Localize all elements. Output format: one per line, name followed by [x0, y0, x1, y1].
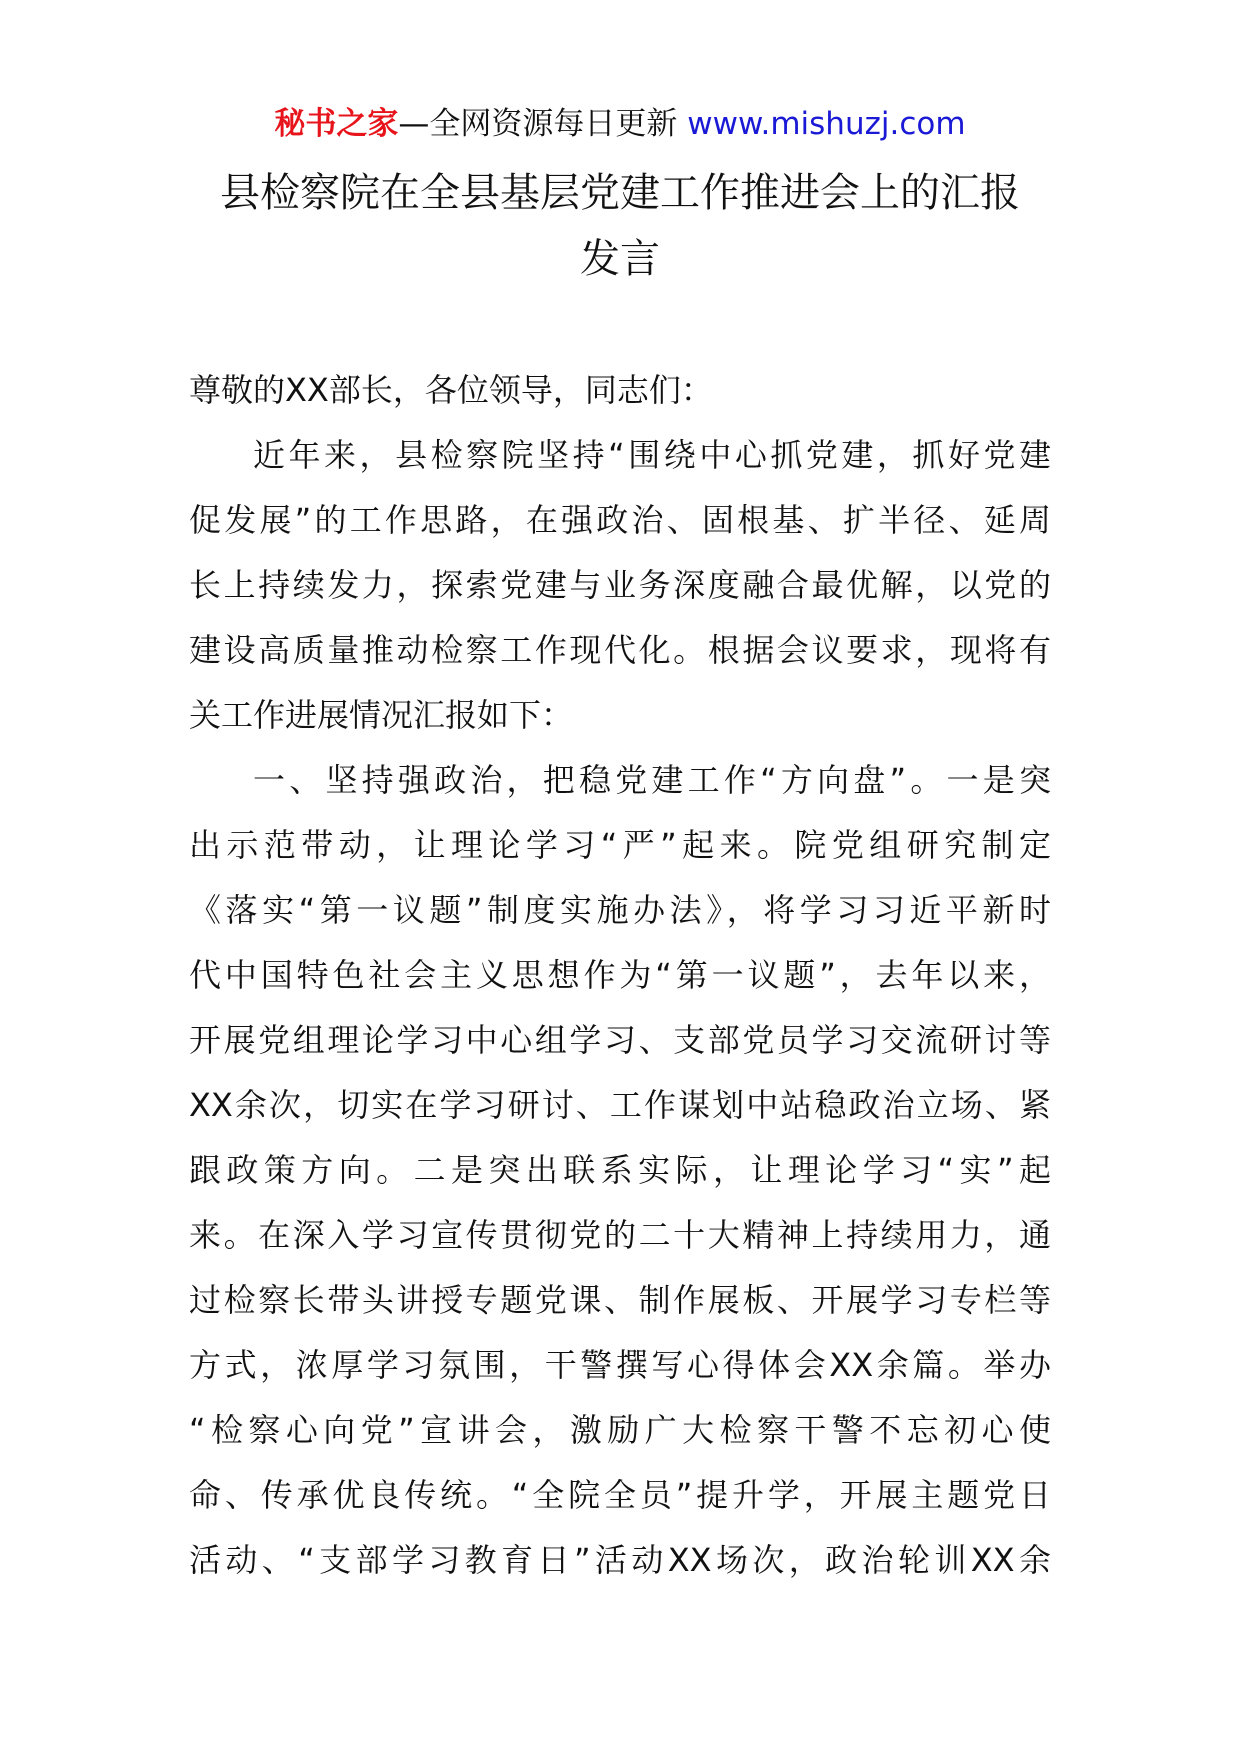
document-body: [189, 358, 1051, 1593]
body-line: “检察心向党”宣讲会，激励广大检察干警不忘初心使: [189, 1411, 1051, 1449]
body-line: 建设高质量推动检察工作现代化。根据会议要求，现将有: [189, 631, 1051, 669]
body-line: 出示范带动，让理论学习“严”起来。院党组研究制定: [189, 826, 1051, 864]
body-line: 关工作进展情况汇报如下：: [189, 696, 574, 734]
header-tagline: —全网资源每日更新: [398, 106, 678, 142]
body-line: 跟政策方向。二是突出联系实际，让理论学习“实”起: [189, 1151, 1051, 1189]
site-url-link[interactable]: www.mishuzj.com: [677, 106, 966, 142]
document-title-line-2: 发言: [580, 236, 660, 282]
body-line: 近年来，县检察院坚持“围绕中心抓党建，抓好党建: [253, 436, 1051, 474]
body-line: 来。在深入学习宣传贯彻党的二十大精神上持续用力，通: [189, 1216, 1051, 1254]
body-line: 长上持续发力，探索党建与业务深度融合最优解，以党的: [189, 566, 1051, 604]
body-line: 命、传承优良传统。“全院全员”提升学，开展主题党日: [189, 1476, 1051, 1514]
body-line: 代中国特色社会主义思想作为“第一议题”，去年以来，: [189, 956, 1051, 994]
body-line: XX余次，切实在学习研讨、工作谋划中站稳政治立场、紧: [189, 1086, 1051, 1124]
body-line: 方式，浓厚学习氛围，干警撰写心得体会XX余篇。举办: [189, 1346, 1051, 1384]
brand-name: 秘书之家: [274, 106, 399, 142]
body-line: 过检察长带头讲授专题党课、制作展板、开展学习专栏等: [189, 1281, 1051, 1319]
body-line: 开展党组理论学习中心组学习、支部党员学习交流研讨等: [189, 1021, 1051, 1059]
document-title: [190, 160, 1050, 292]
site-header: [0, 98, 1240, 150]
salutation-line: 尊敬的XX部长，各位领导，同志们：: [189, 371, 713, 409]
body-line: 《落实“第一议题”制度实施办法》，将学习习近平新时: [189, 891, 1051, 929]
body-line: 活动、“支部学习教育日”活动XX场次，政治轮训XX余: [189, 1541, 1051, 1579]
body-line: 促发展”的工作思路，在强政治、固根基、扩半径、延周: [189, 501, 1051, 539]
body-line: 一、坚持强政治，把稳党建工作“方向盘”。一是突: [253, 761, 1051, 799]
document-title-line-1: 县检察院在全县基层党建工作推进会上的汇报: [220, 170, 1020, 216]
